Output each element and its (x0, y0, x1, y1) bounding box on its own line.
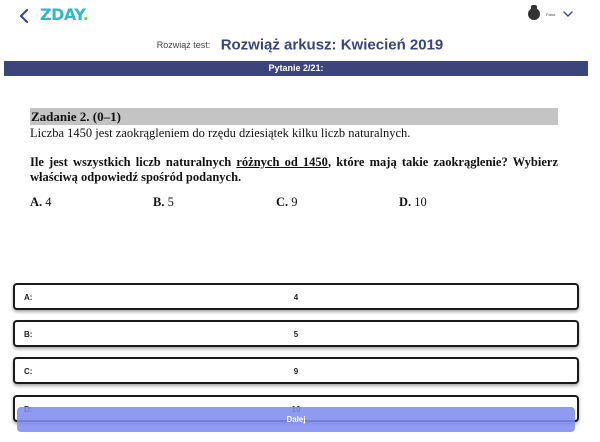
task-options (30, 195, 570, 210)
chevron-down-icon (562, 8, 574, 20)
avatar (528, 8, 540, 20)
header (0, 0, 600, 32)
answer-label: A: (24, 293, 33, 302)
underlined-phrase: różnych od 1450 (236, 155, 328, 169)
task-option: C. 9 (276, 195, 298, 209)
page-title-main: Rozwiąż arkusz: Kwiecień 2019 (220, 36, 444, 54)
page-title-label: Rozwiąż test: (156, 39, 211, 50)
answer-label: B: (24, 330, 33, 339)
answer-label: C: (24, 367, 33, 376)
task-option: D. 10 (399, 195, 427, 209)
answer-button-b[interactable] (13, 320, 579, 347)
task-option: B. 5 (153, 195, 174, 209)
back-button[interactable] (16, 6, 34, 26)
page-title (0, 36, 600, 54)
answer-value: 9 (293, 367, 299, 376)
answer-value: 4 (293, 293, 299, 302)
task-question: Ile jest wszystkich liczb naturalnych różnych od 1450, które mają takie zaokrąglenie? Wybierz właściwą odpowiedź spośród podanych. (30, 155, 558, 184)
task-title: Zadanie 2. (0–1) (30, 108, 558, 125)
task-text: Liczba 1450 jest zaokrągleniem do rzędu dziesiątek kilku liczb naturalnych. (30, 126, 411, 140)
question-counter-bar: Pytanie 2/21: (4, 61, 588, 76)
user-menu[interactable] (528, 8, 574, 20)
app-logo[interactable]: ZDAY. (40, 5, 89, 24)
next-button[interactable]: Dalej (17, 407, 575, 432)
answer-button-c[interactable] (13, 357, 579, 384)
task-option: A. 4 (30, 195, 52, 209)
user-name: Fatur (546, 11, 556, 17)
chevron-left-icon (16, 6, 34, 26)
task-content (30, 108, 570, 210)
answer-value: 5 (293, 330, 299, 339)
answer-button-a[interactable] (13, 283, 579, 310)
